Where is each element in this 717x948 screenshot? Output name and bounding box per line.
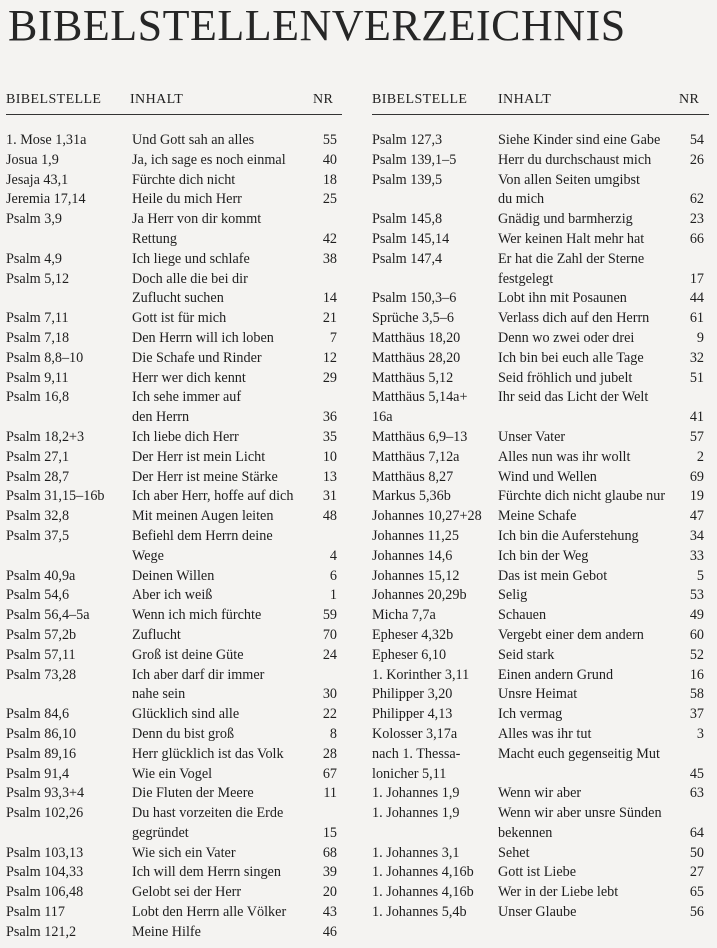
entry-number: 45 — [689, 765, 704, 782]
index-entry — [6, 765, 342, 785]
index-entry — [372, 507, 709, 527]
entry-number: 3 — [696, 725, 704, 742]
entry-number: 51 — [689, 369, 704, 386]
entry-number: 4 — [329, 547, 337, 564]
index-entry — [6, 388, 342, 428]
entry-content: Macht euch gegenseitig Mut — [498, 745, 660, 762]
entry-content: Von allen Seiten umgibst du mich — [498, 171, 640, 208]
entry-content: Herr glücklich ist das Volk — [132, 745, 284, 762]
entry-reference: Psalm 5,12 — [6, 270, 70, 287]
entry-reference: Psalm 3,9 — [6, 211, 62, 228]
entry-reference: Philipper 3,20 — [372, 686, 453, 703]
header-divider — [372, 114, 709, 115]
entry-reference: Psalm 73,28 — [6, 666, 77, 683]
entry-content: Wer in der Liebe lebt — [498, 884, 619, 901]
entry-reference: Psalm 104,33 — [6, 864, 84, 881]
index-entry — [372, 448, 709, 468]
entry-content: Alles nun was ihr wollt — [498, 448, 631, 465]
index-entry — [372, 705, 709, 725]
entry-reference: Psalm 89,16 — [6, 745, 77, 762]
entry-content: Seid stark — [498, 646, 555, 663]
entry-number: 39 — [322, 864, 337, 881]
entry-content: Ja, ich sage es noch einmal — [132, 151, 286, 168]
index-rows — [6, 131, 342, 943]
index-entry — [372, 863, 709, 883]
entry-reference: Psalm 117 — [6, 904, 65, 921]
index-entry — [372, 606, 709, 626]
index-entry — [372, 151, 709, 171]
entry-number: 32 — [689, 349, 704, 366]
entry-content: Du hast vorzeiten die Erde gegründet — [132, 805, 284, 841]
index-entry — [6, 903, 342, 923]
entry-content: Ihr seid das Licht der Welt — [498, 389, 649, 406]
column-header-row — [372, 92, 709, 112]
entry-reference: Psalm 121,2 — [6, 923, 77, 940]
entry-number: 1 — [329, 587, 337, 604]
index-entry — [372, 329, 709, 349]
index-entry — [372, 547, 709, 567]
entry-number: 24 — [322, 646, 337, 663]
entry-number: 18 — [322, 171, 337, 188]
entry-reference: Psalm 4,9 — [6, 250, 62, 267]
entry-content: Einen andern Grund — [498, 666, 614, 683]
entry-content: Lobt ihn mit Posaunen — [498, 290, 627, 307]
index-entry — [372, 388, 709, 428]
entry-number: 47 — [689, 508, 704, 525]
index-entry — [372, 745, 709, 785]
entry-reference: Psalm 7,11 — [6, 310, 69, 327]
entry-content: Ich liebe dich Herr — [132, 428, 239, 445]
entry-reference: Matthäus 7,12a — [372, 448, 460, 465]
entry-reference: Markus 5,36b — [372, 488, 451, 505]
entry-content: Er hat die Zahl der Sterne festgelegt — [498, 250, 645, 287]
index-entry — [6, 863, 342, 883]
entry-number: 27 — [689, 864, 704, 881]
entry-reference: Matthäus 8,27 — [372, 468, 454, 485]
entry-number: 9 — [696, 329, 704, 346]
entry-reference: Johannes 15,12 — [372, 567, 460, 584]
entry-number: 67 — [322, 765, 337, 782]
entry-number: 43 — [322, 904, 337, 921]
entry-number: 49 — [689, 607, 704, 624]
index-entry — [372, 527, 709, 547]
index-entry — [372, 883, 709, 903]
entry-reference: Psalm 106,48 — [6, 884, 84, 901]
index-entry — [372, 428, 709, 448]
entry-number: 10 — [322, 448, 337, 465]
entry-number: 21 — [322, 310, 337, 327]
index-entry — [372, 685, 709, 705]
entry-number: 16 — [689, 666, 704, 683]
entry-content: Der Herr ist meine Stärke — [132, 468, 278, 485]
entry-number: 66 — [689, 230, 704, 247]
entry-number: 11 — [323, 785, 337, 802]
entry-number: 63 — [689, 785, 704, 802]
entry-number: 56 — [689, 904, 704, 921]
entry-content: Gott ist Liebe — [498, 864, 577, 881]
entry-content: Meine Schafe — [498, 508, 577, 525]
entry-content: Das ist mein Gebot — [498, 567, 608, 584]
entry-content: Ich vermag — [498, 706, 563, 723]
entry-content: Wind und Wellen — [498, 468, 597, 485]
index-entry — [6, 646, 342, 666]
index-entry — [372, 131, 709, 151]
entry-number: 70 — [322, 626, 337, 643]
entry-content: Und Gott sah an alles — [132, 132, 255, 148]
index-entry — [6, 369, 342, 389]
entry-content: Wenn wir aber — [498, 785, 582, 802]
index-entry — [6, 586, 342, 606]
entry-reference: Psalm 103,13 — [6, 844, 84, 861]
index-entry — [6, 745, 342, 765]
entry-number: 34 — [689, 527, 704, 544]
entry-content: Vergebt einer dem andern — [498, 626, 644, 643]
entry-reference: Jeremia 17,14 — [6, 191, 86, 208]
index-entry — [372, 289, 709, 309]
entry-content: Gnädig und barmherzig — [498, 211, 633, 228]
entry-reference: Epheser 6,10 — [372, 646, 447, 663]
index-entry — [6, 329, 342, 349]
entry-reference: Psalm 84,6 — [6, 706, 70, 723]
entry-content: Ich bin der Weg — [498, 547, 589, 564]
entry-reference: Psalm 8,8–10 — [6, 349, 84, 366]
entry-number: 61 — [689, 310, 704, 327]
entry-content: Befiehl dem Herrn deine Wege — [132, 527, 273, 564]
index-entry — [6, 844, 342, 864]
entry-number: 59 — [322, 607, 337, 624]
entry-reference: Matthäus 28,20 — [372, 349, 461, 366]
header-bibelstelle: BIBELSTELLE — [372, 92, 468, 107]
entry-content: Sehet — [498, 844, 530, 861]
entry-content: Der Herr ist mein Licht — [132, 448, 266, 465]
entry-content: Herr du durchschaust mich — [498, 151, 652, 168]
index-entry — [6, 210, 342, 250]
entry-number: 42 — [322, 230, 337, 247]
entry-reference: Psalm 54,6 — [6, 587, 70, 604]
entry-number: 57 — [689, 428, 704, 445]
entry-reference: Sprüche 3,5–6 — [372, 310, 454, 327]
entry-reference: Johannes 10,27+28 — [372, 508, 482, 525]
index-column-right — [372, 92, 709, 923]
entry-content: Ja Herr von dir kommt Rettung — [132, 211, 262, 247]
index-entry — [6, 527, 342, 567]
entry-reference: Psalm 91,4 — [6, 765, 70, 782]
index-entry — [6, 666, 342, 706]
page-title: BIBELSTELLENVERZEICHNIS — [8, 1, 626, 50]
entry-content: Denn du bist groß — [132, 725, 235, 742]
entry-content: Alles was ihr tut — [498, 725, 592, 742]
entry-content: Zuflucht — [132, 626, 181, 643]
entry-number: 40 — [322, 151, 337, 168]
index-entry — [372, 349, 709, 369]
entry-number: 25 — [322, 191, 337, 208]
entry-content: Ich sehe immer auf den Herrn — [132, 389, 242, 426]
entry-content: Wenn ich mich fürchte — [132, 607, 262, 624]
entry-reference: Psalm 18,2+3 — [6, 428, 85, 445]
entry-content: Fürchte dich nicht — [132, 171, 236, 188]
entry-reference: nach 1. Thessa- lonicher 5,11 — [372, 745, 461, 782]
entry-content: Ich will dem Herrn singen — [132, 864, 281, 881]
entry-number: 26 — [689, 151, 704, 168]
entry-number: 53 — [689, 587, 704, 604]
column-header-row — [6, 92, 342, 112]
entry-number: 62 — [689, 191, 704, 208]
index-entry — [6, 705, 342, 725]
entry-number: 55 — [322, 132, 337, 148]
index-entry — [372, 784, 709, 804]
entry-reference: Matthäus 5,14a+ 16a — [372, 389, 468, 426]
index-entry — [6, 270, 342, 310]
entry-number: 12 — [322, 349, 337, 366]
entry-reference: Psalm 56,4–5a — [6, 607, 90, 624]
entry-number: 14 — [322, 290, 337, 307]
entry-content: Unsre Heimat — [498, 686, 578, 703]
entry-number: 64 — [689, 824, 704, 841]
entry-reference: Psalm 7,18 — [6, 329, 70, 346]
entry-content: Wenn wir aber unsre Sünden bekennen — [498, 805, 662, 841]
index-entry — [372, 903, 709, 923]
index-entry — [6, 131, 342, 151]
entry-reference: Psalm 9,11 — [6, 369, 69, 386]
entry-reference: Psalm 145,14 — [372, 230, 450, 247]
entry-number: 2 — [696, 448, 704, 465]
index-entry — [6, 507, 342, 527]
entry-content: Unser Glaube — [498, 904, 577, 921]
entry-number: 46 — [322, 923, 337, 940]
index-entry — [372, 804, 709, 844]
entry-number: 13 — [322, 468, 337, 485]
entry-content: Aber ich weiß — [132, 587, 213, 604]
entry-reference: Psalm 147,4 — [372, 250, 443, 267]
entry-reference: 1. Johannes 5,4b — [372, 904, 467, 921]
entry-reference: Psalm 150,3–6 — [372, 290, 457, 307]
entry-content: Schauen — [498, 607, 547, 624]
entry-reference: Psalm 32,8 — [6, 508, 70, 525]
entry-number: 52 — [689, 646, 704, 663]
entry-reference: Psalm 28,7 — [6, 468, 70, 485]
entry-number: 28 — [322, 745, 337, 762]
index-entry — [6, 171, 342, 191]
index-entry — [372, 725, 709, 745]
entry-content: Ich bin die Auferstehung — [498, 527, 639, 544]
index-entry — [6, 923, 342, 943]
index-entry — [6, 151, 342, 171]
entry-content: Wie ein Vogel — [132, 765, 213, 782]
entry-content: Seid fröhlich und jubelt — [498, 369, 633, 386]
index-entry — [6, 250, 342, 270]
entry-reference: Psalm 57,2b — [6, 626, 77, 643]
entry-content: Gott ist für mich — [132, 310, 227, 327]
entry-number: 5 — [696, 567, 704, 584]
entry-reference: Josua 1,9 — [6, 151, 59, 168]
entry-reference: Psalm 145,8 — [372, 211, 443, 228]
index-entry — [372, 468, 709, 488]
entry-content: Selig — [498, 587, 528, 604]
entry-number: 44 — [689, 290, 704, 307]
index-rows — [372, 131, 709, 923]
index-entry — [372, 844, 709, 864]
entry-reference: Johannes 14,6 — [372, 547, 453, 564]
entry-number: 41 — [689, 409, 704, 426]
entry-reference: Epheser 4,32b — [372, 626, 454, 643]
entry-number: 68 — [322, 844, 337, 861]
header-inhalt: INHALT — [498, 92, 552, 107]
index-entry — [6, 725, 342, 745]
index-entry — [372, 309, 709, 329]
index-entry — [6, 428, 342, 448]
entry-number: 31 — [322, 488, 337, 505]
header-nr: NR — [313, 92, 334, 107]
entry-number: 6 — [329, 567, 337, 584]
entry-number: 58 — [689, 686, 704, 703]
index-entry — [372, 586, 709, 606]
entry-reference: 1. Korinther 3,11 — [372, 666, 470, 683]
index-entry — [6, 804, 342, 844]
entry-number: 65 — [689, 884, 704, 901]
entry-number: 22 — [322, 706, 337, 723]
entry-reference: Psalm 93,3+4 — [6, 785, 85, 802]
entry-number: 37 — [689, 706, 704, 723]
index-entry — [6, 349, 342, 369]
entry-reference: Psalm 40,9a — [6, 567, 76, 584]
entry-number: 35 — [322, 428, 337, 445]
entry-number: 50 — [689, 844, 704, 861]
entry-content: Fürchte dich nicht glaube nur — [498, 488, 666, 505]
entry-reference: Psalm 16,8 — [6, 389, 70, 406]
entry-content: Unser Vater — [498, 428, 566, 445]
index-entry — [372, 666, 709, 686]
entry-reference: Matthäus 5,12 — [372, 369, 454, 386]
entry-content: Wie sich ein Vater — [132, 844, 236, 861]
entry-reference: Micha 7,7a — [372, 607, 436, 624]
entry-number: 8 — [329, 725, 337, 742]
entry-reference: Kolosser 3,17a — [372, 725, 458, 742]
entry-reference: Psalm 31,15–16b — [6, 488, 105, 505]
entry-reference: 1. Johannes 1,9 — [372, 805, 460, 822]
entry-number: 7 — [329, 329, 337, 346]
entry-content: Meine Hilfe — [132, 923, 201, 940]
entry-content: Herr wer dich kennt — [132, 369, 246, 386]
entry-content: Den Herrn will ich loben — [132, 329, 274, 346]
entry-reference: 1. Johannes 3,1 — [372, 844, 460, 861]
header-nr: NR — [679, 92, 700, 107]
entry-number: 29 — [322, 369, 337, 386]
entry-content: Groß ist deine Güte — [132, 646, 244, 663]
entry-number: 36 — [322, 409, 337, 426]
index-entry — [6, 606, 342, 626]
entry-number: 69 — [689, 468, 704, 485]
index-entry — [6, 448, 342, 468]
entry-number: 20 — [322, 884, 337, 901]
index-entry — [6, 309, 342, 329]
entry-reference: Jesaja 43,1 — [6, 171, 69, 188]
entry-number: 60 — [689, 626, 704, 643]
entry-reference: 1. Mose 1,31a — [6, 132, 87, 148]
index-entry — [372, 646, 709, 666]
entry-reference: 1. Johannes 4,16b — [372, 864, 474, 881]
index-entry — [372, 210, 709, 230]
entry-content: Ich aber Herr, hoffe auf dich — [132, 488, 294, 505]
entry-reference: Psalm 57,11 — [6, 646, 76, 663]
entry-content: Gelobt sei der Herr — [132, 884, 242, 901]
entry-number: 17 — [689, 270, 704, 287]
entry-content: Denn wo zwei oder drei — [498, 329, 635, 346]
index-entry — [6, 487, 342, 507]
entry-content: Ich bin bei euch alle Tage — [498, 349, 644, 366]
index-entry — [6, 883, 342, 903]
entry-reference: Psalm 127,3 — [372, 132, 443, 148]
entry-content: Deinen Willen — [132, 567, 215, 584]
entry-number: 15 — [322, 824, 337, 841]
entry-reference: Psalm 139,1–5 — [372, 151, 457, 168]
entry-reference: Johannes 11,25 — [372, 527, 459, 544]
entry-reference: Matthäus 18,20 — [372, 329, 461, 346]
entry-reference: Psalm 139,5 — [372, 171, 443, 188]
entry-reference: 1. Johannes 1,9 — [372, 785, 460, 802]
entry-number: 33 — [689, 547, 704, 564]
entry-content: Glücklich sind alle — [132, 706, 240, 723]
entry-content: Heile du mich Herr — [132, 191, 242, 208]
entry-content: Mit meinen Augen leiten — [132, 508, 274, 525]
entry-content: Die Fluten der Meere — [132, 785, 254, 802]
index-entry — [6, 626, 342, 646]
index-column-left — [6, 92, 342, 943]
entry-content: Verlass dich auf den Herrn — [498, 310, 650, 327]
entry-content: Doch alle die bei dir Zuflucht suchen — [132, 270, 248, 307]
index-entry — [6, 468, 342, 488]
entry-content: Ich aber darf dir immer nahe sein — [132, 666, 265, 703]
entry-reference: Matthäus 6,9–13 — [372, 428, 468, 445]
entry-content: Ich liege und schlafe — [132, 250, 250, 267]
entry-reference: Johannes 20,29b — [372, 587, 467, 604]
index-entry — [372, 369, 709, 389]
index-entry — [6, 190, 342, 210]
entry-number: 19 — [689, 488, 704, 505]
entry-number: 38 — [322, 250, 337, 267]
entry-reference: Psalm 102,26 — [6, 805, 84, 822]
entry-number: 48 — [322, 508, 337, 525]
entry-content: Wer keinen Halt mehr hat — [498, 230, 645, 247]
entry-number: 30 — [322, 686, 337, 703]
index-entry — [6, 567, 342, 587]
index-entry — [372, 567, 709, 587]
index-entry — [6, 784, 342, 804]
entry-number: 23 — [689, 211, 704, 228]
index-entry — [372, 230, 709, 250]
entry-content: Lobt den Herrn alle Völker — [132, 904, 287, 921]
index-entry — [372, 487, 709, 507]
header-bibelstelle: BIBELSTELLE — [6, 92, 102, 107]
index-entry — [372, 250, 709, 290]
entry-reference: 1. Johannes 4,16b — [372, 884, 474, 901]
entry-content: Die Schafe und Rinder — [132, 349, 262, 366]
header-inhalt: INHALT — [130, 92, 184, 107]
entry-reference: Psalm 86,10 — [6, 725, 77, 742]
entry-reference: Psalm 37,5 — [6, 527, 70, 544]
entry-content: Siehe Kinder sind eine Gabe — [498, 132, 661, 148]
index-entry — [372, 171, 709, 211]
header-divider — [6, 114, 342, 115]
entry-reference: Philipper 4,13 — [372, 706, 453, 723]
entry-reference: Psalm 27,1 — [6, 448, 70, 465]
index-entry — [372, 626, 709, 646]
entry-number: 54 — [689, 132, 704, 148]
